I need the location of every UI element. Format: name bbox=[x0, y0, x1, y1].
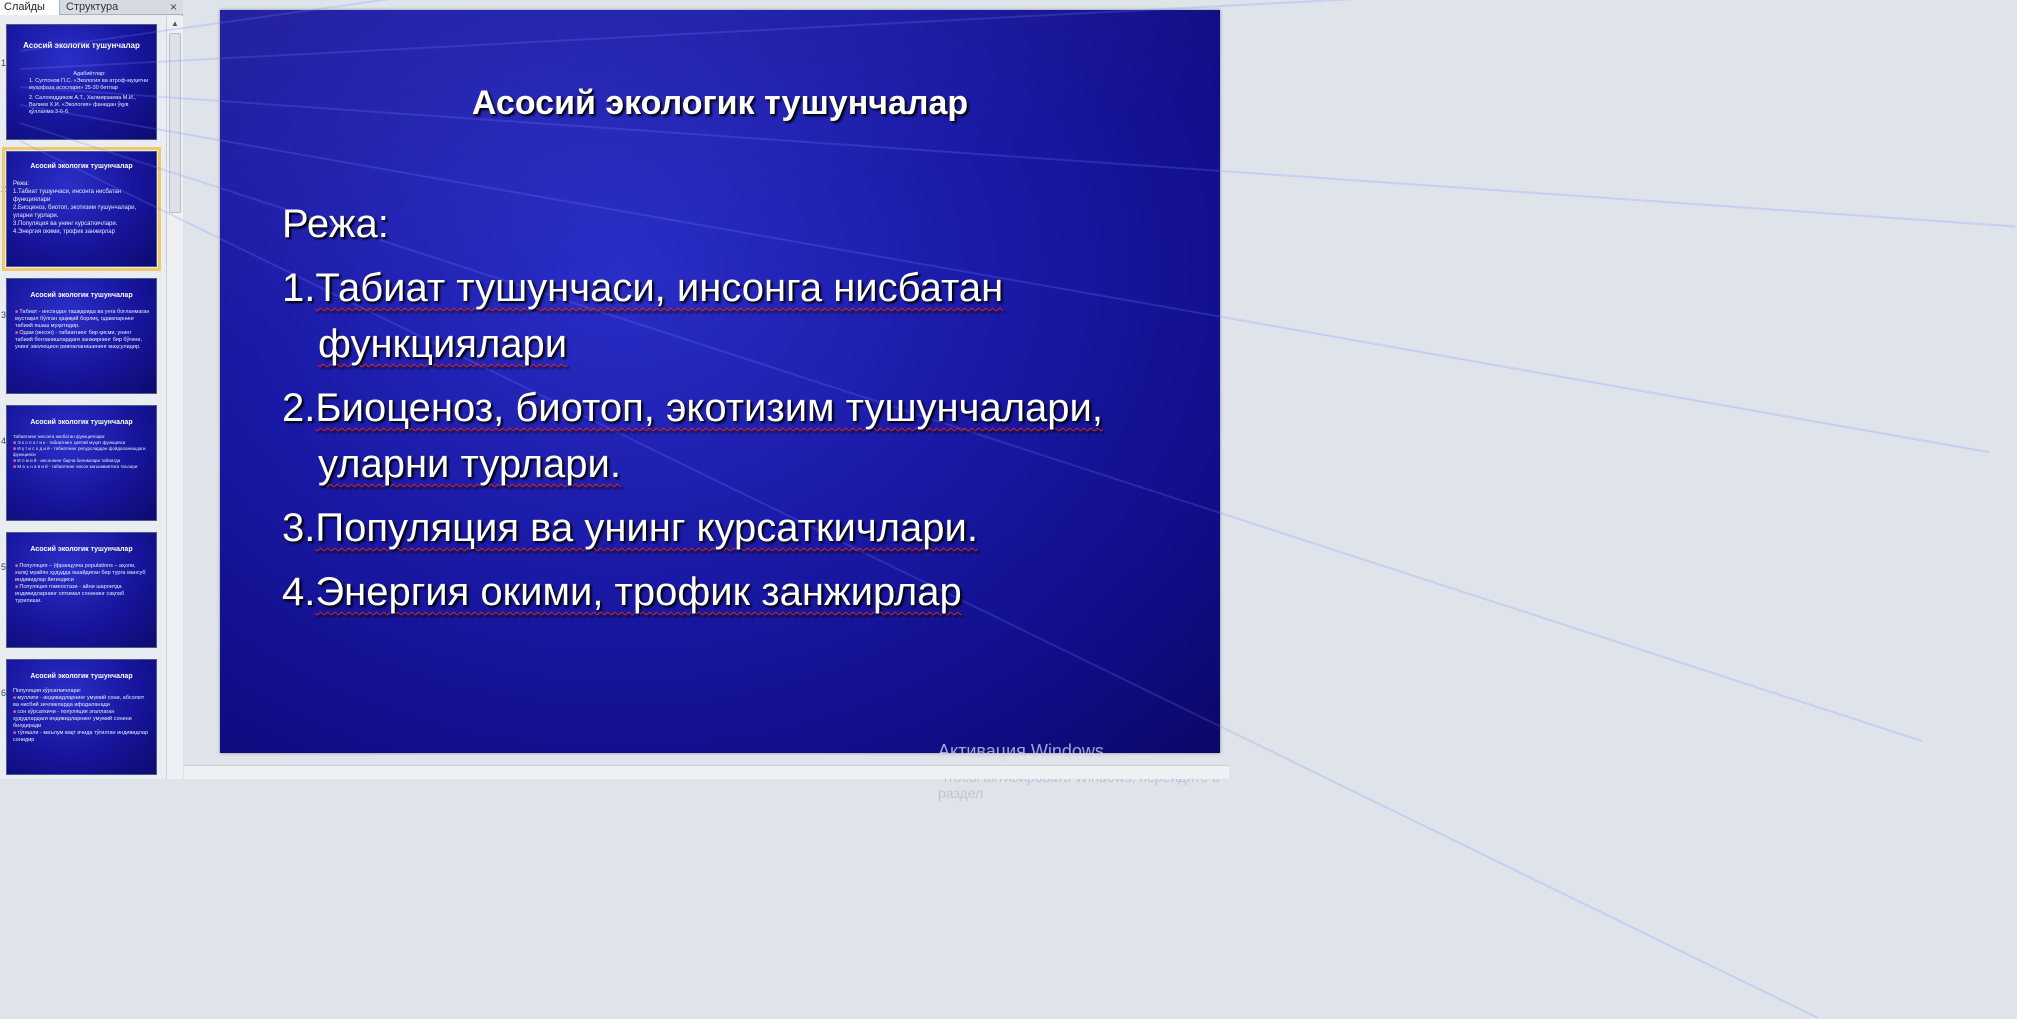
thumbnail-list bbox=[0, 16, 166, 779]
slide-editor bbox=[184, 0, 1229, 801]
panel-tabbar bbox=[0, 0, 183, 15]
horizontal-scrollbar[interactable] bbox=[184, 765, 1229, 779]
agenda-item-text: Биоценоз, биотоп, экотизим тушунчалари, уларни турлари. bbox=[315, 386, 1103, 486]
thumbnail-line: 1. Султонов П.С. «Экология ва атроф-муҳитни муҳофаза асослари» 25-30 бетлар bbox=[29, 78, 149, 91]
thumbnail-bullet: ■ Табиат - инсондан ташқарида ва унга боғланмаган мустақил бўлган ҳақиқий борлиқ, одамларнинг табиий яшаш муҳитидир. bbox=[15, 309, 150, 330]
thumbnail-title: Асосий экологик тушунчалар bbox=[30, 163, 133, 170]
thumbnail-title: Асосий экологик тушунчалар bbox=[30, 419, 133, 426]
thumbnail-number: 3 bbox=[1, 310, 7, 320]
thumbnail-line: 4.Энергия окими, трофик занжирлар bbox=[13, 229, 115, 235]
close-panel-icon[interactable]: × bbox=[169, 0, 177, 14]
thumbnail-bullet: ■ И қ т и с о д и й - табиатнинг ресурслардан фойдаланишдаги функцияси bbox=[13, 446, 150, 458]
thumbnail-body bbox=[13, 688, 150, 744]
thumbnail-body bbox=[15, 309, 150, 351]
thumbnail-bullet: ■ тўғишли - маълум вақт ичида тўғилган индивидлар сонидир bbox=[13, 730, 150, 744]
agenda-item-3 bbox=[282, 500, 1182, 556]
agenda-item-2 bbox=[282, 380, 1182, 492]
tab-outline[interactable]: Структура bbox=[66, 1, 119, 13]
background-ray bbox=[20, 0, 2001, 52]
agenda-item-number: 4. bbox=[282, 570, 316, 614]
thumbnail-line: Режа: bbox=[13, 181, 30, 187]
thumbnail-line: Популяция кўрсаткичлари: bbox=[13, 688, 82, 694]
thumbnail-title: Асосий экологик тушунчалар bbox=[30, 546, 133, 553]
agenda-item-number: 2. bbox=[282, 386, 316, 430]
tab-slides[interactable]: Слайды bbox=[0, 0, 60, 15]
thumbnail-bullet: ■ Популяция гомеостази - айни шароитда индивидларнинг оптимал сонининг сақлаб турилиши. bbox=[15, 584, 150, 605]
thumbnail-line: 2. Салохиддинов А.Т., Халмирзаева М.И., Валиев Х.И. «Экология» фанидан ўқув қўлланма 3-6-б. bbox=[29, 95, 136, 115]
slide-thumbnail-6[interactable] bbox=[6, 659, 157, 775]
slide-body[interactable] bbox=[282, 196, 1182, 620]
slide-thumbnail-3[interactable] bbox=[6, 278, 157, 394]
scroll-up-arrow-icon[interactable]: ▲ bbox=[171, 19, 179, 28]
background-ray bbox=[20, 0, 2017, 70]
agenda-heading: Режа: bbox=[282, 202, 389, 246]
slide-thumbnail-4[interactable] bbox=[6, 405, 157, 521]
thumbnail-body bbox=[13, 180, 150, 236]
agenda-item-4 bbox=[282, 564, 1182, 620]
thumbnail-body bbox=[13, 434, 150, 470]
thumbnail-line: 3.Популяция ва унинг курсаткичлари. bbox=[13, 221, 118, 227]
agenda-item-text: Табиат тушунчаси, инсонга нисбатан функциялари bbox=[315, 266, 1004, 366]
agenda-item-number: 1. bbox=[282, 266, 316, 310]
thumbnail-line: 2.Биоценоз, биотоп, экотизим тушунчалари, уларни турлари. bbox=[13, 205, 137, 219]
slide-title[interactable]: Асосий экологик тушунчалар bbox=[471, 84, 969, 122]
thumbnail-bullet: ■ Одам (инсон) - табиатнинг бир қисми, унинг табиий боғланишлардаги занжирнинг бир бўғини, унинг эволюцион ривожланишининг маҳсулидир. bbox=[15, 330, 150, 351]
thumbnail-bullet: ■ М а ъ н а в и й - табиатнинг инсон маънавиятига таъсири bbox=[13, 464, 150, 470]
thumbnail-title: Асосий экологик тушунчалар bbox=[30, 673, 133, 680]
thumbnail-bullet: ■ И л м и й - инсоннинг барча билимлари табиатда bbox=[13, 458, 150, 464]
agenda-item-number: 3. bbox=[282, 506, 316, 550]
thumbnail-number: 5 bbox=[1, 562, 7, 572]
thumbnail-line: Адабиётлар: bbox=[73, 71, 106, 77]
thumbnail-number: 2 bbox=[1, 184, 7, 194]
thumbnail-number: 4 bbox=[1, 436, 7, 446]
thumbnail-number: 6 bbox=[1, 688, 7, 698]
thumbnail-bullet: ■ Э к о л о г и к - табиатнинг ҳаётий муҳит функцияси bbox=[13, 440, 150, 446]
agenda-item-1 bbox=[282, 260, 1182, 372]
slide-thumbnail-5[interactable] bbox=[6, 532, 157, 648]
thumbnail-bullet: ■ сон кўрсаткичи - популяция эгаллаган ҳудудлардаги индивидларнинг умумий сонини билдиради bbox=[13, 709, 150, 730]
thumbnail-title: Асосий экологик тушунчалар bbox=[30, 292, 133, 299]
current-slide[interactable] bbox=[220, 10, 1220, 801]
windows-activation-subtext: раздел bbox=[938, 785, 984, 801]
agenda-item-text: Популяция ва унинг курсаткичлари. bbox=[315, 506, 978, 550]
thumbnail-bullet: ■ Популяция – (французча populations – аҳоли, халқ) муайян ҳудудда яшайдиган бир турга мансуб индивидлар йиғиндиси bbox=[15, 563, 150, 584]
slide-thumbnail-2[interactable] bbox=[6, 151, 157, 267]
thumbnail-bullet: ■ муллиги - индивидларнинг умумий сони, абсолют ва нисбий зичликларда ифодаланади bbox=[13, 695, 150, 709]
thumbnail-title: Асосий экологик тушунчалар bbox=[23, 41, 140, 50]
agenda-item-text: Энергия окими, трофик занжирлар bbox=[315, 570, 962, 614]
thumbnail-line: 1.Табиат тушунчаси, инсонга нисбатан функциялари bbox=[13, 189, 122, 203]
thumbnail-line: Табиатнинг инсонга нисбатан функциялари: bbox=[13, 434, 106, 439]
thumbnail-body bbox=[15, 563, 150, 605]
thumbnail-number: 1 bbox=[1, 58, 7, 68]
windows-activation-watermark: Активация Windows bbox=[938, 741, 1104, 761]
